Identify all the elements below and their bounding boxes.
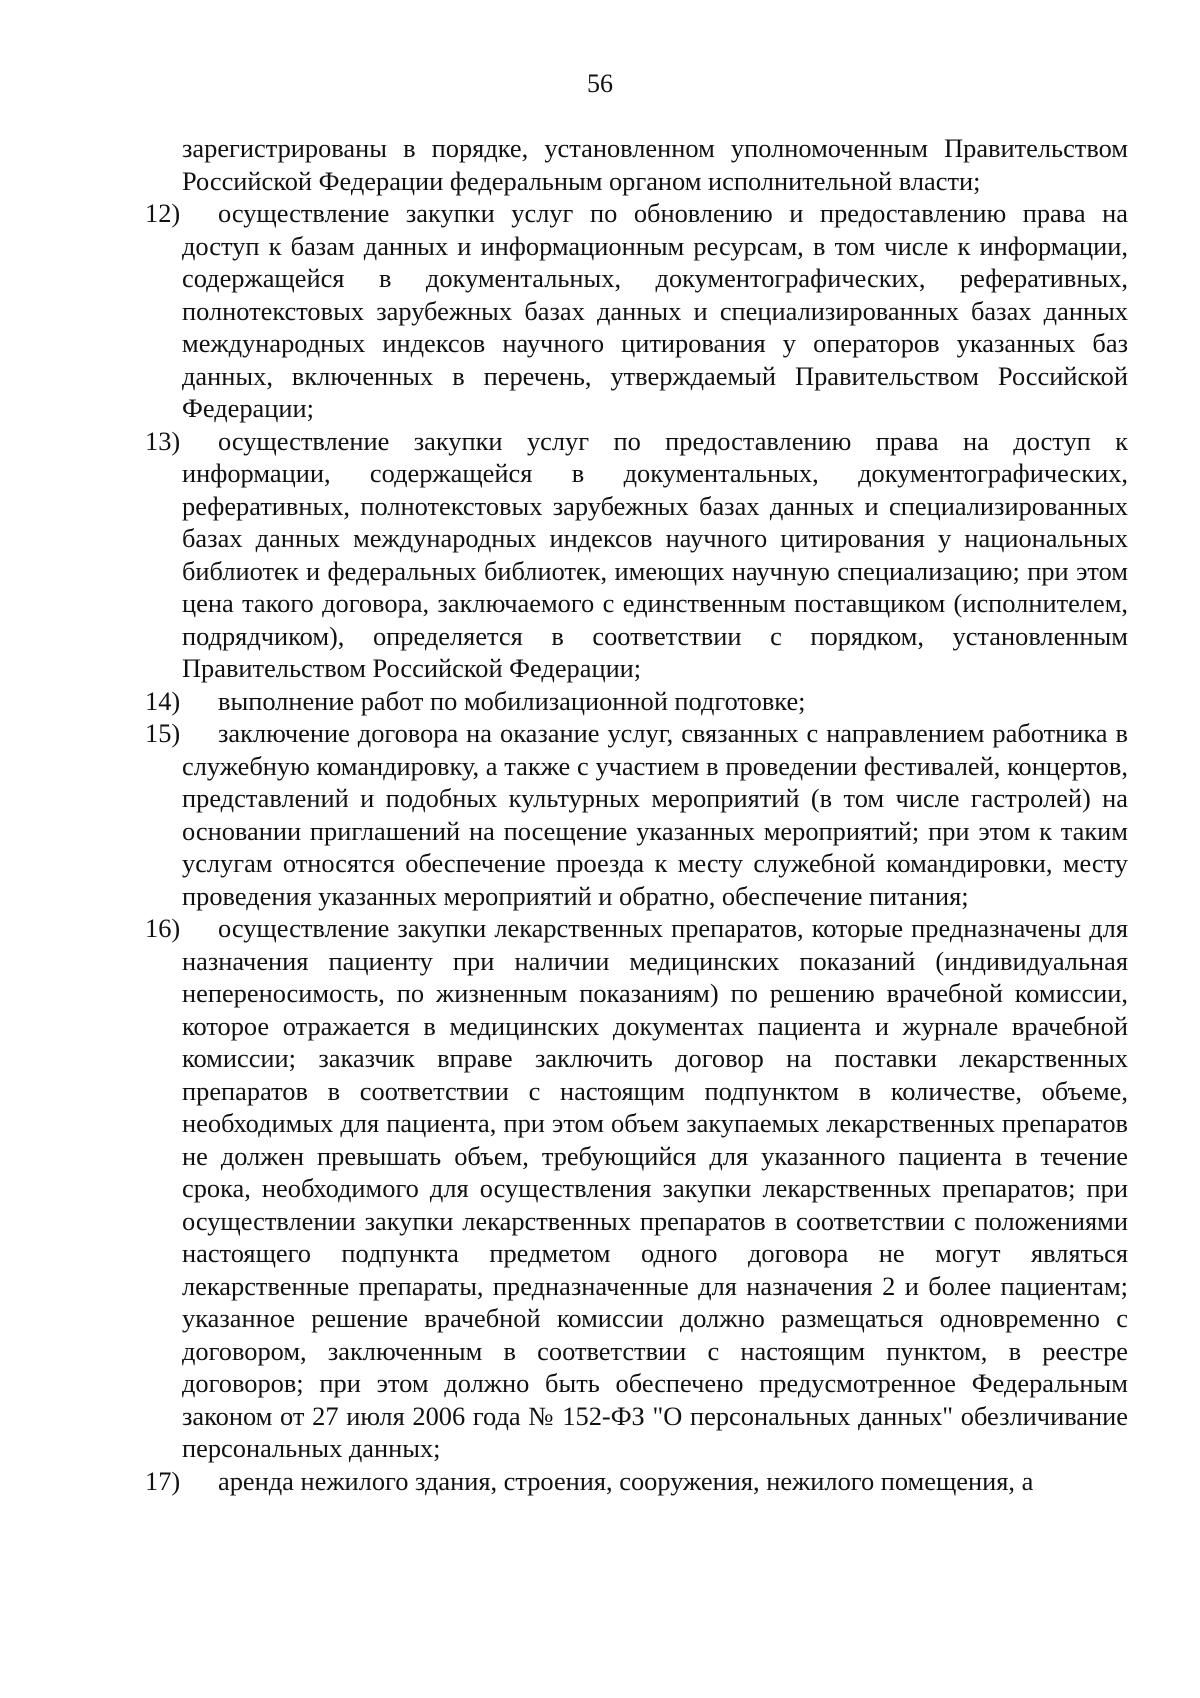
document-body <box>145 132 1128 1497</box>
list-item-text: выполнение работ по мобилизационной подготовке; <box>218 685 806 716</box>
list-item <box>145 912 1128 1465</box>
list-item <box>145 425 1128 685</box>
list-item <box>145 685 1128 718</box>
list-item-text: осуществление закупки лекарственных препаратов, которые предназначены для назначения пациенту при наличии медицинских показаний (индивидуальная непереносимость, по жизненным показаниям) по решению врачебной комиссии, которое отражается в медицинских документах пациента и журнале врачебной комиссии; заказчик вправе заключить договор на поставки лекарственных препаратов в соответствии с настоящим подпунктом в количестве, объеме, необходимых для пациента, при этом объем закупаемых лекарственных препаратов не должен превышать объем, требующийся для указанного пациента в течение срока, необходимого для осуществления закупки лекарственных препаратов; при осуществлении закупки лекарственных препаратов в соответствии с положениями настоящего подпункта предметом одного договора не могут являться лекарственные препараты, предназначенные для назначения 2 и более пациентам; указанное решение врачебной комиссии должно размещаться одновременно с договором, заключенным в соответствии с настоящим пунктом, в реестре договоров; при этом должно быть обеспечено предусмотренное Федеральным законом от 27 июля 2006 года № 152-ФЗ "О персональных данных" обезличивание персональных данных; <box>182 913 1128 1463</box>
list-item-number: 14) <box>145 685 181 716</box>
list-item-text: осуществление закупки услуг по предоставлению права на доступ к информации, содержащейся в документальных, документографических, реферативных, полнотекстовых зарубежных базах данных и специализированных базах данных международных индексов научного цитирования у национальных библиотек и федеральных библиотек, имеющих научную специализацию; при этом цена такого договора, заключаемого с единственным поставщиком (исполнителем, подрядчиком), определяется в соответствии с порядком, установленным Правительством Российской Федерации; <box>182 425 1128 683</box>
page-number: 56 <box>587 69 613 98</box>
list-item <box>145 1465 1128 1498</box>
list-item-number: 12) <box>145 198 181 228</box>
list-item-text: заключение договора на оказание услуг, связанных с направлением работника в служебную командировку, а также с участием в проведении фестивалей, концертов, представлений и подобных культурных мероприятий (в том числе гастролей) на основании приглашений на посещение указанных мероприятий; при этом к таким услугам относятся обеспечение проезда к месту служебной командировки, месту проведения указанных мероприятий и обратно, обеспечение питания; <box>182 718 1128 911</box>
list-item <box>182 132 1128 197</box>
list-item-number: 17) <box>145 1465 181 1496</box>
list-item-text: осуществление закупки услуг по обновлению и предоставлению права на доступ к базам данных и информационным ресурсам, в том числе к информации, содержащейся в документальных, документографических, реферативных, полнотекстовых зарубежных базах данных и специализированных базах данных международных индексов научного цитирования у операторов указанных баз данных, включенных в перечень, утверждаемый Правительством Российской Федерации; <box>182 198 1128 423</box>
list-item-number: 15) <box>145 718 181 748</box>
list-item-number: 16) <box>145 913 181 943</box>
list-item <box>145 197 1128 425</box>
list-item-text: аренда нежилого здания, строения, сооружения, нежилого помещения, а <box>218 1465 1034 1496</box>
list-item-text: зарегистрированы в порядке, установленном уполномоченным Правительством Российской Федерации федеральным органом исполнительной власти; <box>182 133 1128 196</box>
list-item <box>145 717 1128 912</box>
list-item-number: 13) <box>145 425 181 456</box>
